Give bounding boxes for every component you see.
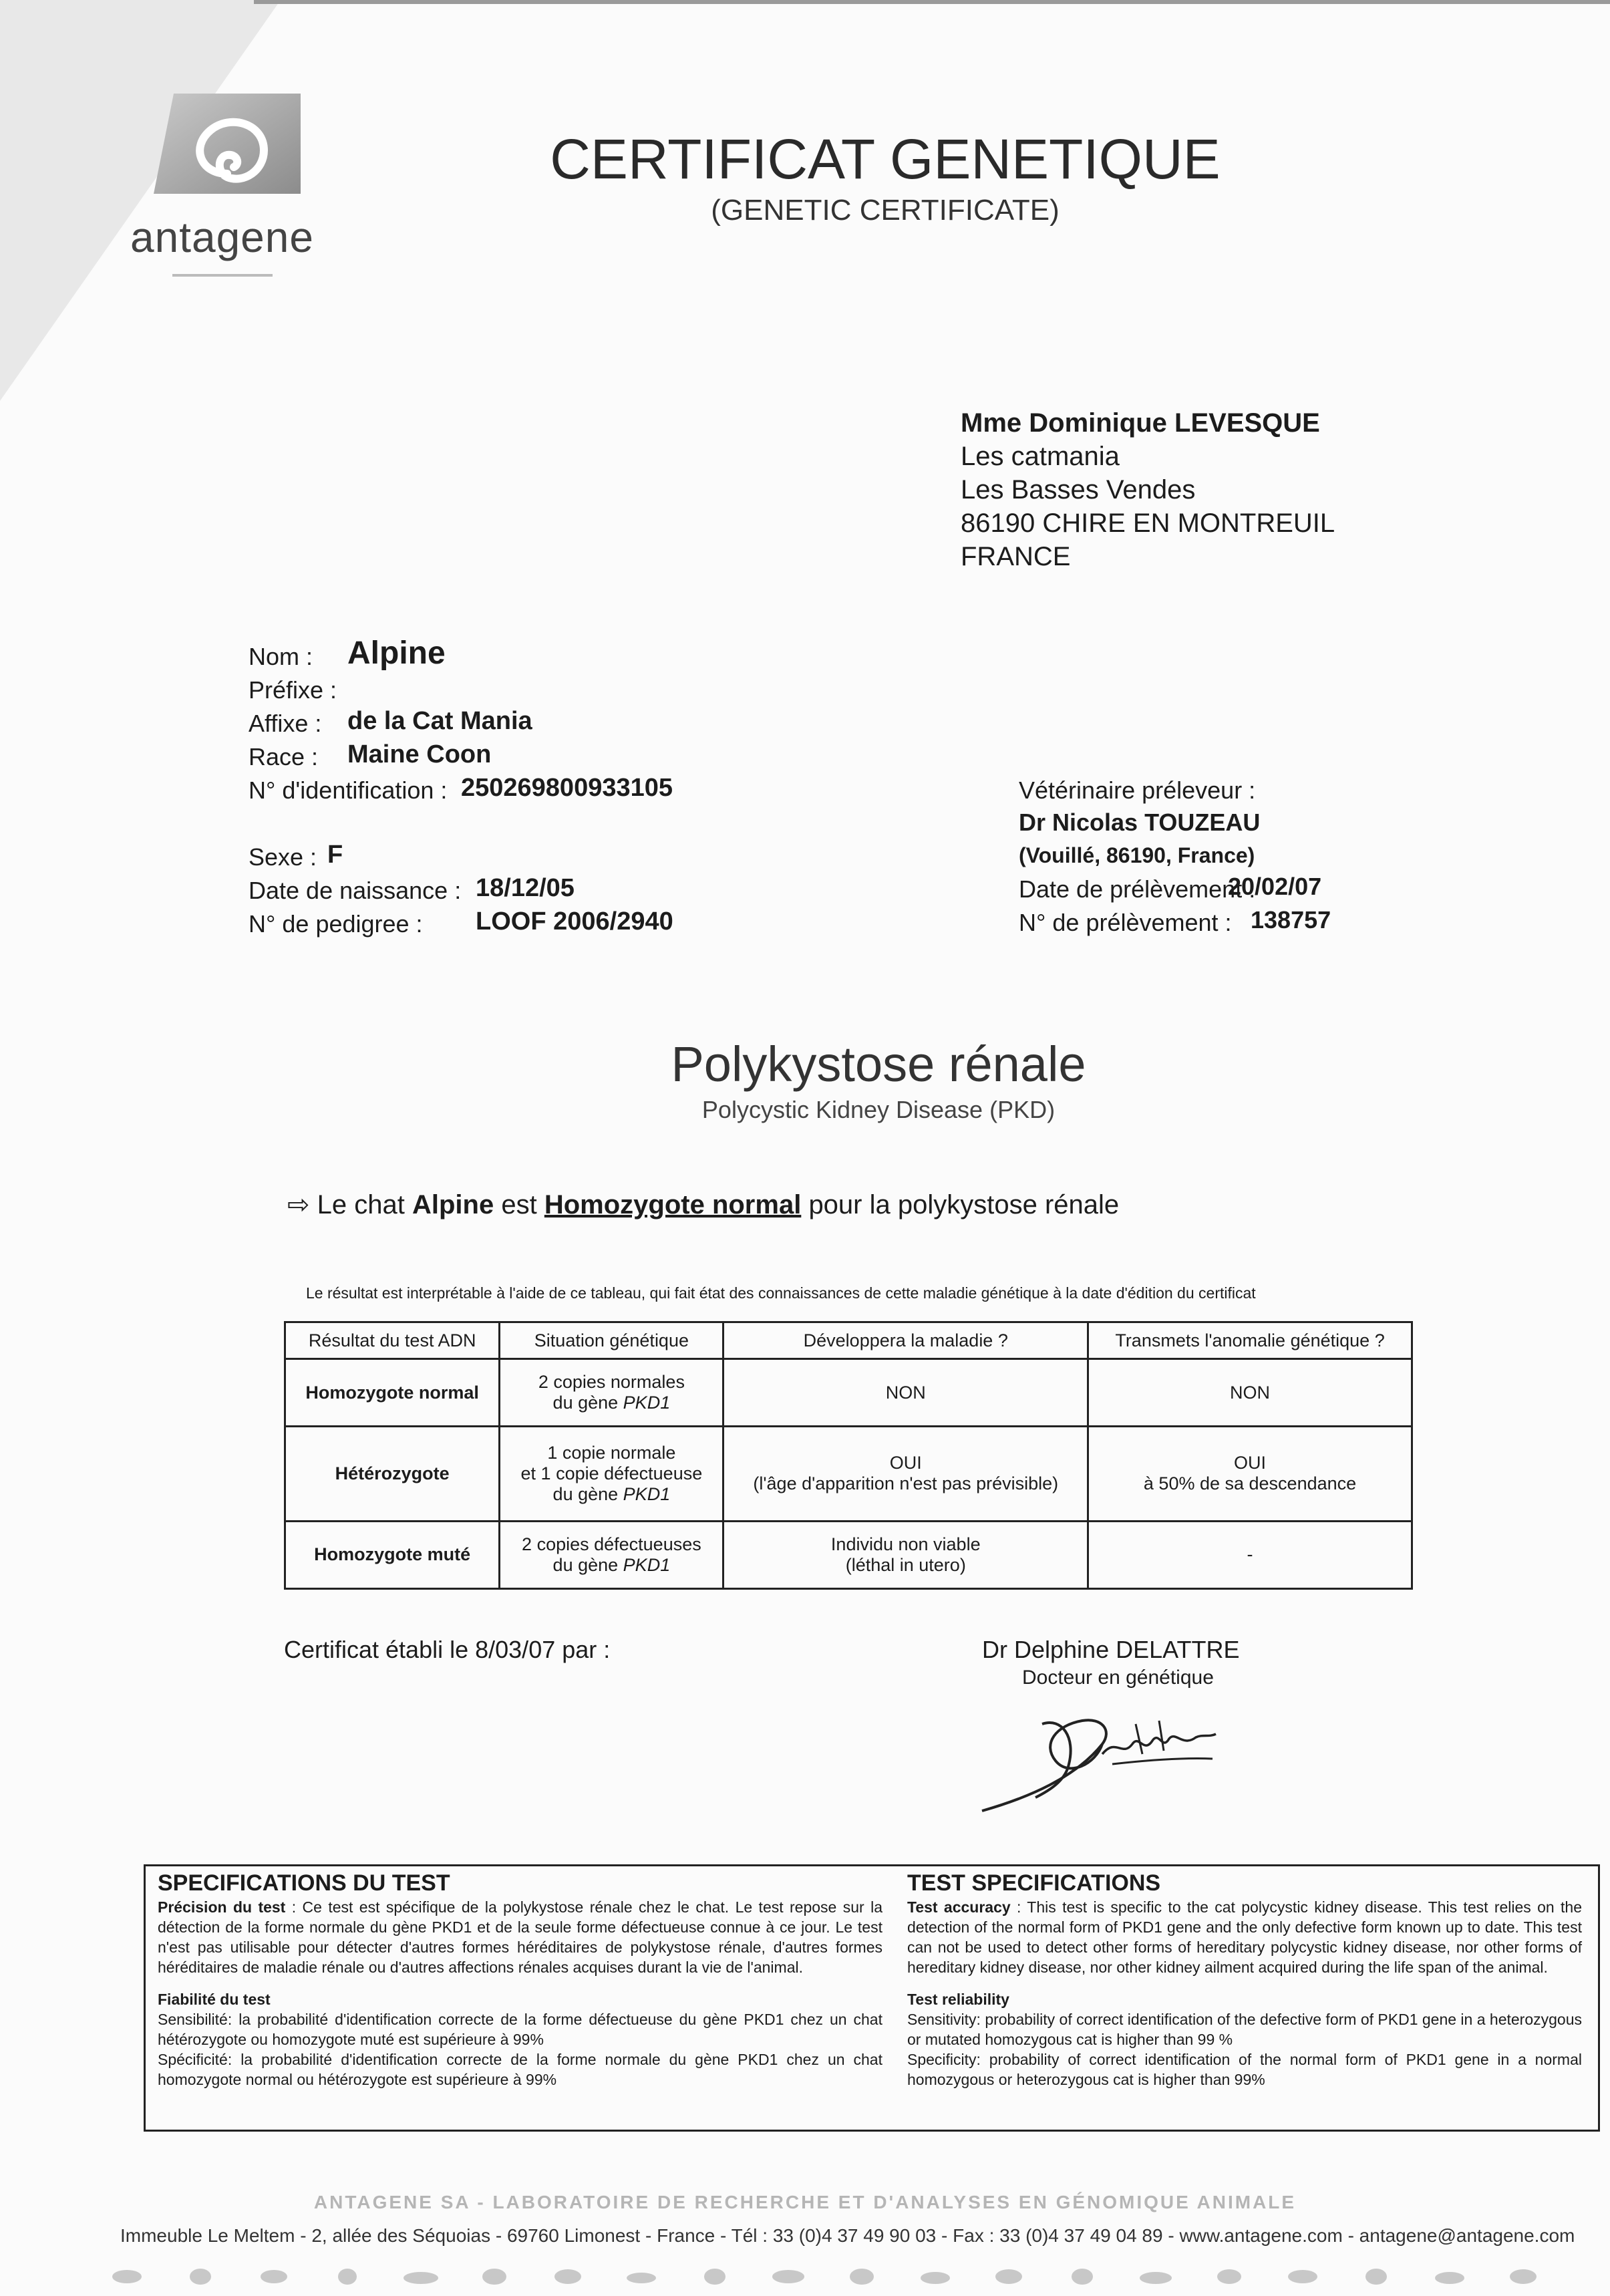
gene-name: PKD1 <box>623 1554 671 1575</box>
table-header: Développera la maladie ? <box>723 1322 1088 1359</box>
sample-date-value: 20/02/07 <box>1228 873 1322 900</box>
row-transmit <box>1088 1427 1412 1522</box>
interpretation-note: Le résultat est interprétable à l'aide de ce tableau, qui fait état des connaissances de cette maladie génétique à la date d'édition du certificat <box>306 1284 1256 1302</box>
pedigree-value: LOOF 2006/2940 <box>476 907 673 936</box>
pkd-results-table <box>284 1321 1413 1590</box>
row-disease <box>723 1521 1088 1588</box>
spec-fr-reliability-label: Fiabilité du test <box>158 1991 271 2008</box>
situation-gene-prefix: du gène <box>552 1393 619 1413</box>
spec-fr-accuracy-label: Précision du test <box>158 1898 286 1916</box>
gene-name: PKD1 <box>623 1393 671 1413</box>
table-header: Transmets l'anomalie génétique ? <box>1088 1322 1412 1359</box>
certificate-title: CERTIFICAT GENETIQUE <box>550 128 1221 190</box>
spec-en-reliability <box>907 1989 1582 2090</box>
affixe-value: de la Cat Mania <box>347 707 532 735</box>
brand-name: antagene <box>130 213 314 261</box>
id-value: 250269800933105 <box>461 774 673 802</box>
situation-line <box>507 1393 715 1413</box>
footer-company: ANTAGENE SA - LABORATOIRE DE RECHERCHE ET D'ANALYSES EN GÉNOMIQUE ANIMALE <box>313 2192 1297 2212</box>
situation-gene-prefix: du gène <box>552 1483 619 1504</box>
row-result: Homozygote normal <box>285 1359 500 1427</box>
animal-silhouettes-icon <box>100 2262 1590 2289</box>
situation-line: 2 copies normales <box>538 1372 685 1393</box>
disease-line: Individu non viable <box>830 1534 981 1554</box>
spec-fr-accuracy-text: : Ce test est spécifique de la polykystose rénale chez le chat. Le test repose sur la détection de la forme normale du gène PKD1 et de la seule forme défectueuse connue à ce jour. Le test n'est pas utilisable pour détecter d'autres formes héréditaires de polykystose rénale, d'autres formes héréditaires de maladie rénale ou d'autres affections rénales acquises durant la vie de l'animal. <box>158 1898 883 1976</box>
spec-en-column <box>907 1870 1582 2090</box>
certificate-issued: Certificat établi le 8/03/07 par : <box>284 1636 611 1663</box>
vet-label: Vétérinaire préleveur : <box>1019 776 1256 804</box>
situation-line: et 1 copie défectueuse <box>520 1463 703 1483</box>
sample-num-value: 138757 <box>1251 906 1331 934</box>
prefixe-label: Préfixe : <box>249 676 337 704</box>
transmit-line: à 50% de sa descendance <box>1143 1473 1357 1494</box>
row-disease: NON <box>723 1359 1088 1427</box>
test-result <box>287 1189 1119 1220</box>
row-situation <box>500 1359 723 1427</box>
vet-name: Dr Nicolas TOUZEAU <box>1019 809 1261 836</box>
signature-icon <box>969 1697 1223 1818</box>
naissance-value: 18/12/05 <box>476 874 575 902</box>
result-cat-name: Alpine <box>412 1190 494 1219</box>
spec-fr-sensitivity: Sensibilité: la probabilité d'identification correcte de la forme défectueuse du gène PKD1 chez un chat hétérozygote ou homozygote muté est supérieure à 99% <box>158 2011 882 2048</box>
owner-name: Mme Dominique LEVESQUE <box>961 408 1320 438</box>
footer-address: Immeuble Le Meltem - 2, allée des Séquoias - 69760 Limonest - France - Tél : 33 (0)4 37 49 90 03 - Fax : 33 (0)4 37 49 04 89 - www.antagene.com - antagene@antagene.com <box>120 2225 1575 2246</box>
row-disease <box>723 1427 1088 1522</box>
result-mid: est <box>501 1190 537 1219</box>
result-prefix: Le chat <box>317 1190 405 1219</box>
nom-label: Nom : <box>249 643 313 670</box>
owner-address <box>961 406 1335 573</box>
spec-en-accuracy-label: Test accuracy <box>907 1898 1011 1916</box>
sexe-value: F <box>327 841 343 869</box>
vet-location: (Vouillé, 86190, France) <box>1019 843 1255 867</box>
row-result: Homozygote muté <box>285 1521 500 1588</box>
table-header-row <box>285 1322 1412 1359</box>
disease-line: (léthal in utero) <box>845 1554 966 1575</box>
nom-value: Alpine <box>347 635 446 671</box>
row-situation <box>500 1521 723 1588</box>
row-result: Hétérozygote <box>285 1427 500 1522</box>
table-header: Situation génétique <box>500 1322 723 1359</box>
specifications-box <box>144 1864 1600 2132</box>
doctor-title: Docteur en génétique <box>1022 1667 1214 1689</box>
table-row <box>285 1359 1412 1427</box>
top-edge-line <box>254 0 1610 4</box>
spec-fr-reliability <box>158 1989 882 2090</box>
result-status: Homozygote normal <box>544 1190 802 1219</box>
spec-en-reliability-label: Test reliability <box>907 1991 1009 2008</box>
id-label: N° d'identification : <box>249 776 448 804</box>
table-row <box>285 1521 1412 1588</box>
owner-line: FRANCE <box>961 542 1071 571</box>
arrow-icon: ⇨ <box>287 1190 310 1219</box>
owner-line: Les Basses Vendes <box>961 475 1196 505</box>
spec-fr-column <box>158 1870 883 2090</box>
spec-fr-accuracy <box>158 1897 882 1977</box>
owner-line: 86190 CHIRE EN MONTREUIL <box>961 509 1335 538</box>
pedigree-label: N° de pedigree : <box>249 910 423 938</box>
race-label: Race : <box>249 743 319 770</box>
row-situation <box>500 1427 723 1522</box>
spec-en-specificity: Specificity: probability of correct identification of the normal form of PKD1 gene in a normal homozygous or heterozygous cat is higher than 99% <box>907 2051 1582 2088</box>
spec-en-sensitivity: Sensitivity: probability of correct identification of the defective form of PKD1 gene in a heterozygous or mutated homozygous cat is higher than 99 % <box>907 2011 1582 2048</box>
doctor-name: Dr Delphine DELATTRE <box>982 1636 1240 1663</box>
situation-line <box>507 1484 715 1505</box>
result-suffix: pour la polykystose rénale <box>808 1190 1120 1219</box>
transmit-line: OUI <box>1234 1453 1267 1473</box>
test-subtitle: Polycystic Kidney Disease (PKD) <box>701 1096 1056 1123</box>
situation-line: 2 copies défectueuses <box>522 1534 701 1554</box>
spec-en-accuracy-text: : This test is specific to the cat polycystic kidney disease. This test relies on the detection of the normal form of PKD1 gene and the only defective form known up to date. This test can not be used to detect other forms of hereditary polycystic kidney disease, nor other forms of hereditary kidney disease, nor other kidney ailment acquired during the life span of the animal. <box>907 1898 1582 1976</box>
spec-fr-specificity: Spécificité: la probabilité d'identification correcte de la forme normale du gène PKD1 chez un chat homozygote normal ou hétérozygote est supérieure à 99% <box>158 2051 882 2088</box>
brand-underline <box>172 274 273 277</box>
test-title: Polykystose rénale <box>671 1036 1086 1092</box>
race-value: Maine Coon <box>347 740 492 768</box>
naissance-label: Date de naissance : <box>249 877 462 904</box>
spec-en-accuracy <box>907 1897 1582 1977</box>
disease-line: (l'âge d'apparition n'est pas prévisible) <box>753 1473 1059 1494</box>
spec-fr-title: SPECIFICATIONS DU TEST <box>158 1870 450 1896</box>
table-header: Résultat du test ADN <box>285 1322 500 1359</box>
row-transmit: NON <box>1088 1359 1412 1427</box>
situation-line <box>507 1555 715 1576</box>
owner-line: Les catmania <box>961 442 1120 471</box>
certificate-subtitle: (GENETIC CERTIFICATE) <box>711 194 1060 227</box>
disease-line: OUI <box>889 1453 922 1473</box>
sample-num-label: N° de prélèvement : <box>1019 909 1232 936</box>
sexe-label: Sexe : <box>249 843 317 871</box>
row-transmit: - <box>1088 1521 1412 1588</box>
situation-line: 1 copie normale <box>547 1442 676 1463</box>
affixe-label: Affixe : <box>249 710 322 737</box>
sample-date-label: Date de prélèvement : <box>1019 875 1256 903</box>
table-row <box>285 1427 1412 1522</box>
situation-gene-prefix: du gène <box>552 1554 619 1575</box>
gene-name: PKD1 <box>623 1483 671 1504</box>
spec-en-title: TEST SPECIFICATIONS <box>907 1870 1161 1896</box>
